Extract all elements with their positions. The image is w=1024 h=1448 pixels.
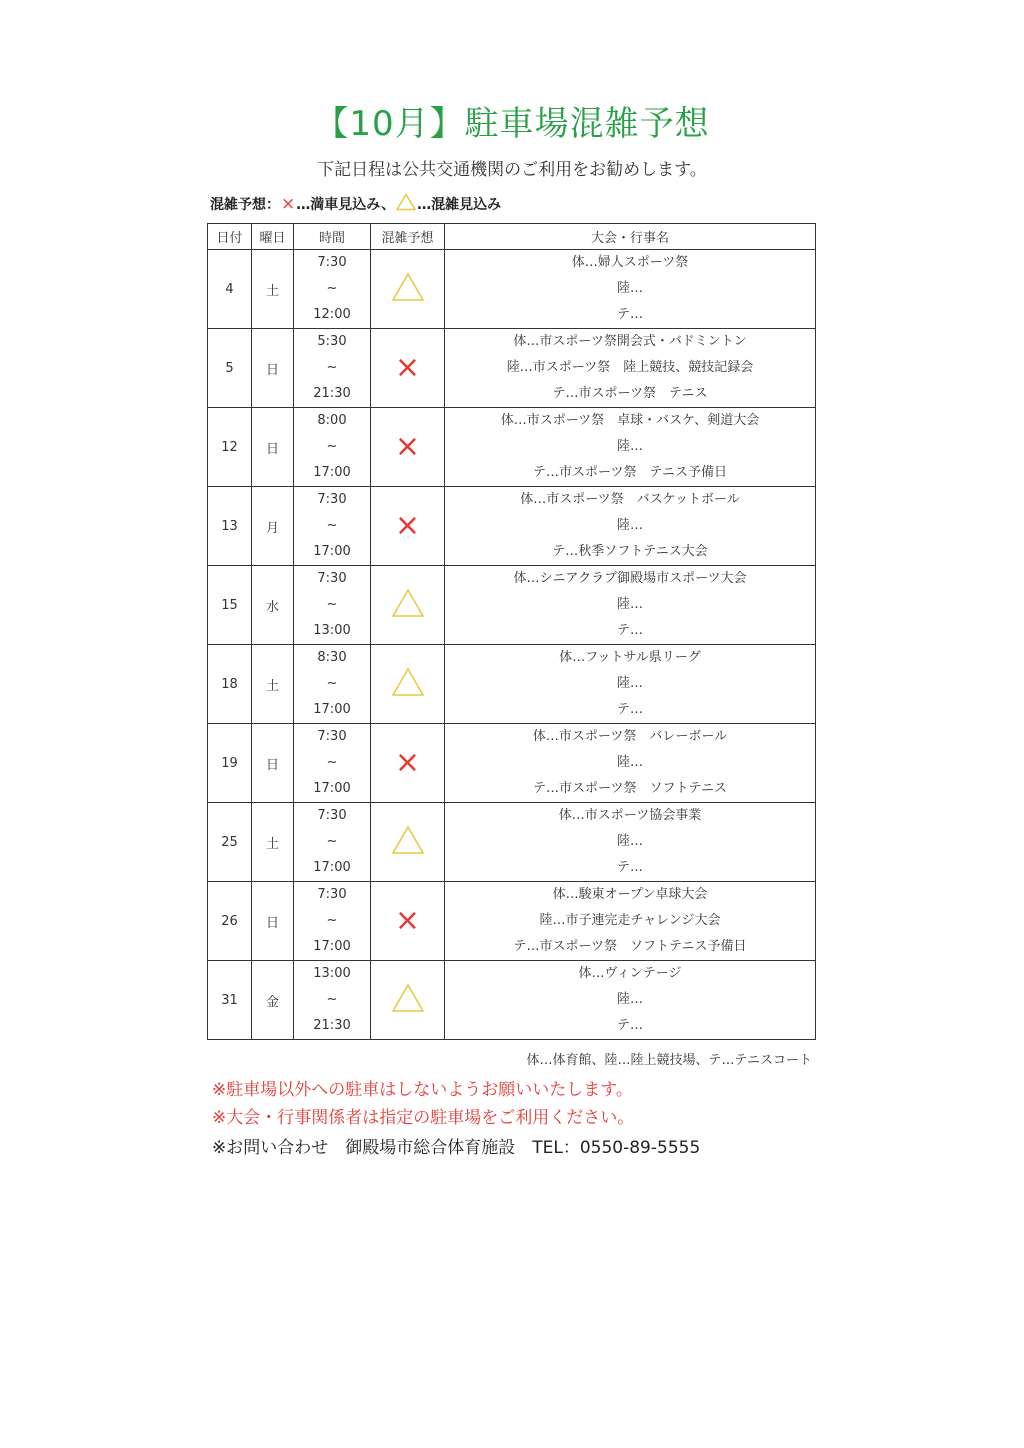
cell-weekday: 日 [252, 882, 294, 961]
time-sep: ~ [326, 913, 338, 928]
cell-forecast [371, 329, 445, 408]
time-start: 5:30 [317, 334, 347, 349]
time-end: 17:00 [313, 939, 351, 954]
event-line: テ… [616, 1018, 643, 1033]
event-line: 陸… [616, 439, 643, 454]
cell-events [445, 250, 816, 329]
event-line: テ…秋季ソフトテニス大会 [552, 544, 708, 559]
cell-time [294, 250, 371, 329]
time-sep: ~ [326, 755, 338, 770]
time-sep: ~ [326, 439, 338, 454]
cross-icon: × [394, 508, 421, 543]
legend [210, 193, 501, 215]
event-line: テ…市スポーツ祭 テニス [552, 386, 708, 401]
legend-full-label: …満車見込み、 [296, 197, 396, 213]
header-events: 大会・行事名 [445, 224, 816, 250]
event-line: 体…市スポーツ祭 卓球・バスケ、剣道大会 [500, 413, 760, 428]
cell-weekday: 日 [252, 408, 294, 487]
cell-date: 18 [208, 645, 252, 724]
cell-weekday: 水 [252, 566, 294, 645]
cell-date: 31 [208, 961, 252, 1040]
event-line: 体…市スポーツ祭 バスケットボール [520, 492, 740, 507]
cell-weekday: 金 [252, 961, 294, 1040]
time-sep: ~ [326, 676, 338, 691]
cell-date: 19 [208, 724, 252, 803]
triangle-icon [391, 983, 425, 1017]
time-sep: ~ [326, 834, 338, 849]
note-designated-parking: ※大会・行事関係者は指定の駐車場をご利用ください。 [212, 1108, 635, 1128]
time-sep: ~ [326, 518, 338, 533]
cell-time [294, 803, 371, 882]
event-line: 体…婦人スポーツ祭 [571, 255, 689, 270]
time-start: 7:30 [317, 571, 347, 586]
time-start: 13:00 [313, 966, 351, 981]
time-start: 7:30 [317, 887, 347, 902]
cell-events [445, 408, 816, 487]
time-sep: ~ [326, 597, 338, 612]
page-title: 【10月】駐車場混雑予想 [314, 104, 710, 144]
event-line: 陸… [616, 518, 643, 533]
table-row [208, 566, 816, 645]
table-row [208, 408, 816, 487]
time-end: 17:00 [313, 781, 351, 796]
cell-forecast [371, 487, 445, 566]
table-row [208, 487, 816, 566]
event-line: 体…市スポーツ祭 バレーボール [532, 729, 728, 744]
cell-forecast [371, 803, 445, 882]
event-line: 陸… [616, 676, 643, 691]
triangle-icon [396, 193, 416, 215]
time-start: 8:30 [317, 650, 347, 665]
cell-time [294, 329, 371, 408]
event-line: テ… [616, 623, 643, 638]
time-start: 7:30 [317, 492, 347, 507]
time-sep: ~ [326, 360, 338, 375]
event-line: テ…市スポーツ祭 ソフトテニス [533, 781, 727, 796]
table-row [208, 803, 816, 882]
cell-forecast [371, 961, 445, 1040]
cell-events [445, 487, 816, 566]
cross-icon: × [394, 350, 421, 385]
event-line: テ… [616, 702, 643, 717]
cell-events [445, 566, 816, 645]
event-line: テ…市スポーツ祭 テニス予備日 [533, 465, 727, 480]
time-end: 17:00 [313, 702, 351, 717]
event-line: テ… [616, 860, 643, 875]
event-line: 体…駿東オープン卓球大会 [552, 887, 708, 902]
event-line: 体…市スポーツ祭開会式・バドミントン [513, 334, 747, 349]
triangle-icon [391, 588, 425, 622]
triangle-icon [391, 825, 425, 859]
cell-events [445, 645, 816, 724]
cell-time [294, 882, 371, 961]
cell-forecast [371, 645, 445, 724]
triangle-icon [391, 272, 425, 306]
cell-weekday: 土 [252, 803, 294, 882]
cross-icon: × [394, 429, 421, 464]
cell-weekday: 日 [252, 329, 294, 408]
page-subtitle: 下記日程は公共交通機関のご利用をお勧めします。 [317, 160, 707, 180]
cell-forecast [371, 566, 445, 645]
cell-date: 26 [208, 882, 252, 961]
legend-prefix: 混雑予想： [210, 197, 280, 213]
cell-time [294, 724, 371, 803]
table-header-row [208, 224, 816, 250]
time-start: 8:00 [317, 413, 347, 428]
header-weekday: 曜日 [252, 224, 294, 250]
time-start: 7:30 [317, 255, 347, 270]
event-line: 陸…市スポーツ祭 陸上競技、競技記録会 [506, 360, 754, 375]
time-sep: ~ [326, 992, 338, 1007]
cell-events [445, 724, 816, 803]
cross-icon: × [394, 903, 421, 938]
cell-forecast [371, 882, 445, 961]
header-time: 時間 [294, 224, 371, 250]
table-row [208, 724, 816, 803]
cell-date: 25 [208, 803, 252, 882]
cell-weekday: 日 [252, 724, 294, 803]
event-line: 体…シニアクラブ御殿場市スポーツ大会 [513, 571, 747, 586]
header-date: 日付 [208, 224, 252, 250]
cell-weekday: 土 [252, 250, 294, 329]
schedule-table [207, 223, 816, 1040]
triangle-icon [391, 667, 425, 701]
header-forecast: 混雑予想 [371, 224, 445, 250]
cell-time [294, 487, 371, 566]
table-row [208, 961, 816, 1040]
cell-time [294, 408, 371, 487]
time-start: 7:30 [317, 729, 347, 744]
cross-icon: × [281, 194, 296, 214]
event-line: 陸… [616, 755, 643, 770]
note-no-parking: ※駐車場以外への駐車はしないようお願いいたします。 [212, 1080, 633, 1100]
event-line: 体…フットサル県リーグ [559, 650, 701, 665]
cell-date: 12 [208, 408, 252, 487]
table-row [208, 250, 816, 329]
cell-forecast [371, 408, 445, 487]
time-end: 21:30 [313, 1018, 351, 1033]
table-row [208, 882, 816, 961]
time-end: 17:00 [313, 860, 351, 875]
event-line: テ…市スポーツ祭 ソフトテニス予備日 [513, 939, 747, 954]
time-end: 12:00 [313, 307, 351, 322]
time-end: 21:30 [313, 386, 351, 401]
cell-time [294, 645, 371, 724]
cross-icon: × [394, 745, 421, 780]
cell-events [445, 329, 816, 408]
table-row [208, 329, 816, 408]
cell-events [445, 961, 816, 1040]
time-start: 7:30 [317, 808, 347, 823]
time-end: 17:00 [313, 465, 351, 480]
event-line: 陸… [616, 281, 643, 296]
note-contact: ※お問い合わせ 御殿場市総合体育施設 TEL：0550-89-5555 [212, 1138, 701, 1158]
cell-time [294, 961, 371, 1040]
event-line: 陸… [616, 992, 643, 1007]
cell-time [294, 566, 371, 645]
time-end: 13:00 [313, 623, 351, 638]
cell-date: 4 [208, 250, 252, 329]
table-row [208, 645, 816, 724]
cell-forecast [371, 724, 445, 803]
event-line: 陸… [616, 597, 643, 612]
cell-events [445, 803, 816, 882]
event-line: 体…市スポーツ協会事業 [558, 808, 702, 823]
legend-crowded-label: …混雑見込み [417, 197, 502, 213]
abbreviation-legend: 体…体育館、陸…陸上競技場、テ…テニスコート [526, 1053, 812, 1068]
time-sep: ~ [326, 281, 338, 296]
cell-weekday: 土 [252, 645, 294, 724]
cell-events [445, 882, 816, 961]
cell-forecast [371, 250, 445, 329]
cell-date: 15 [208, 566, 252, 645]
cell-date: 5 [208, 329, 252, 408]
event-line: 陸…市子連完走チャレンジ大会 [539, 913, 721, 928]
event-line: 体…ヴィンテージ [578, 966, 682, 981]
time-end: 17:00 [313, 544, 351, 559]
event-line: テ… [616, 307, 643, 322]
cell-weekday: 月 [252, 487, 294, 566]
cell-date: 13 [208, 487, 252, 566]
event-line: 陸… [616, 834, 643, 849]
